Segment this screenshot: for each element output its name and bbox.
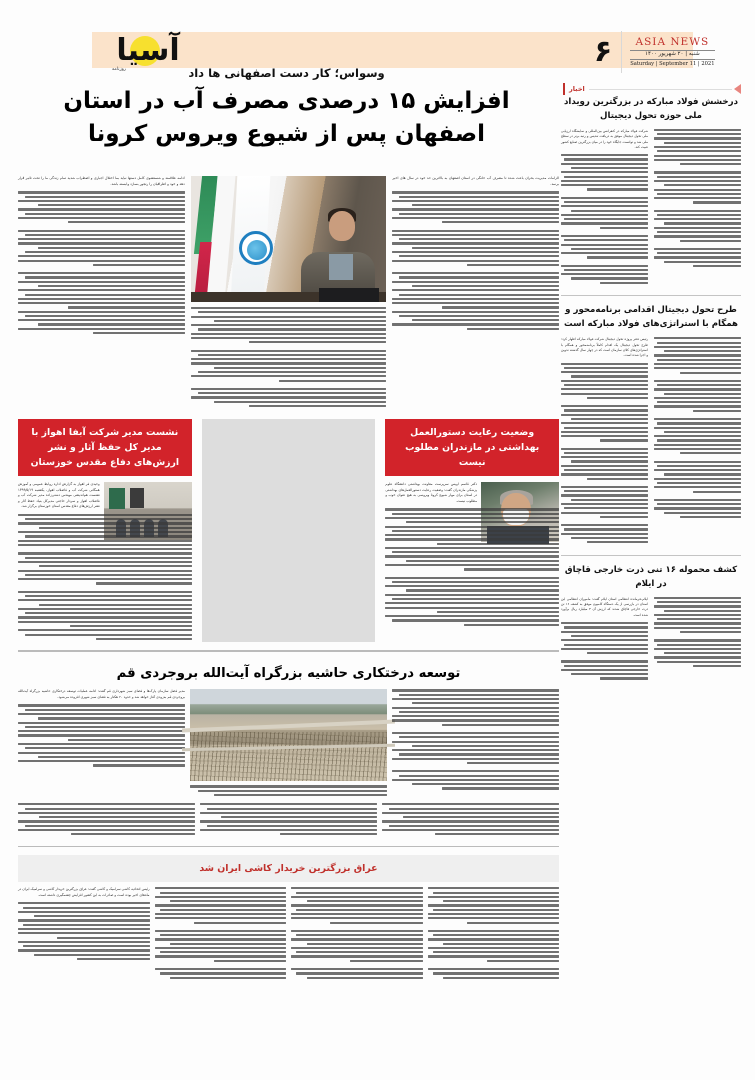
story-ahvaz-title: نشست مدیر شرکت آبفا اهواز با مدیر کل حفظ آثار و نشر ارزش‌های دفاع مقدس خوزستان	[18, 419, 192, 476]
date-english: Saturday | September 11 | 2021	[630, 61, 715, 68]
section-accent-bar	[563, 83, 565, 95]
rail-separator-2	[561, 555, 741, 556]
lead-article-row	[18, 176, 559, 409]
rail-item-3-title: کشف محموله ۱۶ تنی ذرت خارجی قاچاق در ایلام	[564, 564, 738, 589]
logo-wordmark: آسیا	[116, 33, 180, 68]
lead-kicker: وسواس؛ کار دست اصفهانی ها داد	[188, 66, 385, 80]
laptop-icon	[319, 288, 379, 302]
qom-lower-right	[18, 803, 195, 837]
person-shirt	[329, 254, 353, 280]
story-tile-columns	[18, 887, 559, 981]
rail-3-col-right	[561, 597, 648, 682]
rail-item-2	[561, 304, 741, 545]
story-ahvaz-lede: وحیدی فر اهواز به گزارش اداره روابط عمومی و آموزش همگانی شرکت آب و فاضلاب اهواز، یکشنبه ۱۳۹۹/۵/۱۹ نشست هم‌اندیشی مهندس دشتی‌زاده مدیر شرکت آب و فاضلاب اهواز و سردار حاجتی مدیرکل بنیاد حفظ آثار و نشر ارزش‌های دفاع مقدس استان خوزستان برگزار شد.	[18, 482, 100, 509]
story-qom	[18, 660, 559, 838]
window-dark	[130, 488, 144, 508]
qom-lower-center	[200, 803, 377, 837]
brand-block	[628, 36, 716, 68]
tree-rows-texture	[190, 732, 387, 782]
two-story-row	[18, 419, 559, 642]
story-qom-title: توسعه درختکاری حاشیه بزرگراه آیت‌الله بروجردی قم	[116, 665, 461, 681]
story-qom-col-left	[392, 689, 559, 798]
story-qom-columns	[18, 689, 559, 798]
rail-1-col-left	[654, 129, 741, 286]
rail-item-1	[561, 96, 741, 286]
story-qom-photo-col	[190, 689, 387, 798]
masthead-divider	[621, 31, 622, 73]
lead-caption-body	[191, 307, 387, 407]
lead-center-column	[191, 176, 387, 409]
rail-item-1-columns	[561, 129, 741, 286]
masthead-right	[591, 26, 741, 78]
rail-item-3-lede: ایلام-فرمانده انتظامی استان ایلام گفت: ماموران انتظامی این استان در بازرسی از یک دستگاه کامیون موفق به کشف ۱۶ تن ذرت خارجی قاچاق شدند که ارزش آن ۳ میلیارد ریال برآورد شده است.	[561, 596, 648, 617]
rail-item-3-columns	[561, 597, 741, 682]
story-qom-caption	[190, 785, 387, 796]
logo-subtitle: روزنامه	[112, 67, 126, 72]
rail-item-3	[561, 564, 741, 682]
window-green	[109, 488, 125, 509]
story-mazandaran	[385, 419, 559, 642]
section-rule	[589, 89, 732, 90]
rail-item-1-lede: شرکت فولاد مبارکه در کنفرانس بین‌المللی و نمایشگاه ارزیابی ملی تحول دیجیتال موفق به دریافت تندیس و رتبه برتر در سطح ملی شد و توانست جایگاه خود را در میان بزرگترین صنایع کشور تثبیت کند.	[561, 128, 648, 149]
lead-column-left	[392, 176, 559, 409]
brand-english-name: ASIA NEWS	[635, 35, 710, 48]
qom-lower-left	[382, 803, 559, 837]
lead-column-right	[18, 176, 185, 409]
lead-body-left: الزامات مدیریت بحران باعث شده تا مصرف آب خانگی در استان اصفهان به بالاترین حد خود در سال های اخیر برسد.	[392, 176, 560, 186]
rail-item-2-title: طرح تحول دیجیتال اقدامی برنامه‌محور و همگام با استراتژی‌های فولاد مبارکه است	[564, 305, 738, 330]
tile-col-4	[428, 887, 560, 981]
date-persian: شنبه | ۲۰ شهریور ۱۴۰۰	[645, 51, 700, 58]
story-tile-title: عراق بزرگترین خریدار کاشی ایران شد	[18, 855, 559, 882]
section-separator-1	[18, 650, 559, 652]
story-mazandaran-lede: دکتر قاسم اویس سرپرست معاونت بهداشتی دانشگاه علوم پزشکی مازندران گفت: وضعیت رعایت دستورالعمل‌های بهداشتی در استان برای مهار شیوع کرونا ویروسی به هیچ عنوان خوب و مطلوب نیست.	[385, 482, 478, 503]
tree-plantation-photo	[190, 689, 387, 781]
main-content-zone	[18, 176, 559, 981]
story-qom-lower-columns	[18, 803, 559, 837]
rail-item-1-title: درخشش فولاد مبارکه در بزرگترین رویداد ملی حوزه تحول دیجیتال	[564, 97, 738, 121]
lead-headline-block	[18, 66, 555, 150]
story-ahvaz-body	[18, 482, 192, 640]
section-label: اخبار	[569, 85, 585, 93]
lead-title: افزایش ۱۵ درصدی مصرف آب در استان اصفهان پس از شیوع ویروس کرونا	[63, 88, 510, 147]
rail-item-2-columns	[561, 337, 741, 545]
lead-body-right: ادامه علاقمند و شستشوی کامل دستها نباید بما اختلال اجباری و اضطراب شدید تمام زندگی ما را تحت تاثیر قرار دهد و خود و اطرافیان را رنجور بسازد وابسته باشد.	[18, 176, 185, 186]
page-number: ۶	[593, 34, 613, 69]
person-head	[329, 211, 355, 241]
tile-col-3	[291, 887, 423, 981]
column-divider	[202, 419, 376, 642]
section-separator-2	[18, 846, 559, 848]
tile-col-1	[18, 887, 150, 981]
tile-col-2	[155, 887, 287, 981]
rail-1-col-right	[561, 129, 648, 286]
water-company-logo-icon	[239, 231, 273, 265]
hero-photo-water-official	[191, 176, 387, 302]
story-tile	[18, 855, 559, 882]
rail-2-col-left	[654, 337, 741, 545]
story-mazandaran-title: وضعیت رعایت دستورالعمل بهداشتی در مازندران مطلوب نیست	[385, 419, 559, 476]
rail-item-2-lede: رئیس دفتر پروژه تحول دیجیتال شرکت فولاد مبارکه اظهار کرد: طرح تحول دیجیتال یک اقدام کاملاً برنامه‌محور و همگام با استراتژی‌های کلان سازمان است که در چهار سال گذشته تدوین و اجرا شده است.	[561, 337, 648, 358]
story-ahvaz	[18, 419, 192, 642]
right-rail	[561, 96, 741, 1062]
brand-rule	[630, 50, 714, 51]
rail-2-col-right	[561, 337, 648, 545]
story-mazandaran-body	[385, 482, 559, 626]
brand-rule-2	[630, 59, 714, 60]
rail-separator-1	[561, 295, 741, 296]
play-arrow-icon	[734, 84, 741, 94]
story-tile-lede: رئیس اتحادیه کاشی سرامیک و کاشی گفت: عراق بزرگترین خریدار کاشی و سرامیک ایران در ماه‌های اخیر بوده است و صادرات به این کشور افزایش چشمگیری داشته است.	[18, 887, 150, 897]
story-qom-lede: مدیر فضل سازمان پارک‌ها و فضای سبز شهرداری قم گفت: ادامه عملیات توسعه درختکاری حاشیه بزرگراه آیت‌الله بروجردی قم به‌زودی آغاز خواهد شد و حدود ۲۰ هکتار به فضای سبز شهری افزوده می‌شود.	[18, 689, 185, 699]
story-qom-col-right	[18, 689, 185, 798]
rail-3-col-left	[654, 597, 741, 682]
